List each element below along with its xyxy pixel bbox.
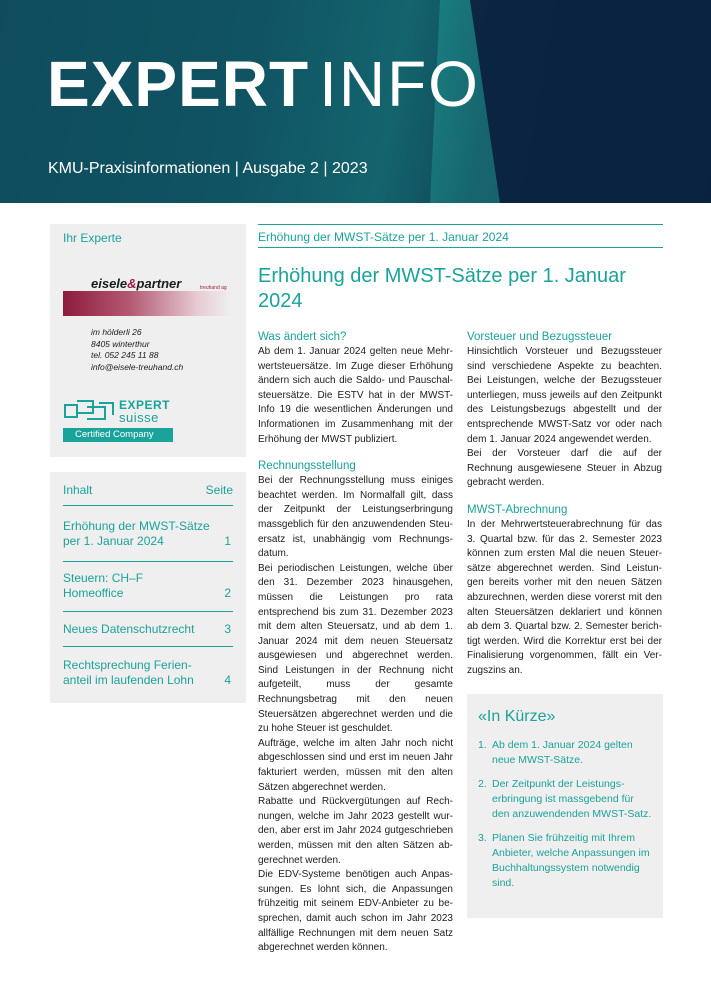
paragraph: Bei der Rechnungsstellung muss einiges beachtet werden. Im Normalfall gilt, dass der Zeitpunkt der Leistungserbringung massgeblich für den anzuwendenden Steuersatz ist, unabhängig vom Rechnungsdatum. <box>258 475 453 560</box>
article-column-2 <box>467 330 662 678</box>
toc-item[interactable] <box>63 658 233 688</box>
expert-panel <box>50 224 246 457</box>
masthead <box>0 0 711 203</box>
toc-item-page: 4 <box>224 673 231 687</box>
toc-item-title: Neues Datenschutzrecht <box>63 622 195 636</box>
paragraph: In der Mehrwertsteuerabrechnung für das 3. Quartal bzw. für das 2. Semester 2023 können zum ersten Mal die neuen Steuersätze abgerechnet werden. Sind Leistungen bereits vorher mit den neuen Sätzen abzurechnen, werden diese vorerst mit den alten Steuersätzen deklariert und können ab dem 3. Quartal bzw. 2. Semester berichtigt werden. Wird die Korrektur erst bei der Finalisierung vorgenommen, fällt ein Verzugszins an. <box>467 518 662 676</box>
brand-bold: EXPERT <box>47 48 310 120</box>
expertsuisse-word2: suisse <box>119 410 159 425</box>
section-heading: Vorsteuer und Bezugssteuer <box>467 331 613 343</box>
expert-label: Ihr Experte <box>63 231 122 245</box>
publication-title <box>47 48 480 120</box>
paragraph: Bei der Vorsteuer darf die auf der Rechnung ausgewiesene Steuer in Abzug gebracht werden. <box>467 448 662 489</box>
toc-item-page: 3 <box>224 622 231 636</box>
summary-item-text: Ab dem 1. Januar 2024 gelten neue MWST-Sätze. <box>492 739 633 766</box>
paragraph: Bei periodischen Leistungen, welche über den 31. Dezember 2023 hinausgehen, müssen die Leistungen pro rata entsprechend bis zum 31. Dezember 2023 mit dem alten Steuersatz, und ab dem 1. Januar 2024 mit dem neuen Steuersatz ausgewiesen und abgerechnet werden. Sind Leistungen in der Rechnung nicht aufgeteilt, muss der gesamte Rechnungsbetrag mit den neuen Steuersätzen abgerechnet werden und die zu hohe Steuer ist geschuldet. <box>258 562 453 735</box>
toc-item-page: 2 <box>224 586 231 600</box>
toc-item-page: 1 <box>224 534 231 548</box>
company-logo-bar <box>63 291 231 316</box>
toc-item-title: Steuern: CH–F Homeoffice <box>63 571 144 600</box>
address-street: im hölderli 26 <box>91 327 142 337</box>
table-of-contents <box>50 472 246 703</box>
toc-divider <box>63 561 233 562</box>
summary-item-number: 2. <box>478 778 487 790</box>
toc-item[interactable] <box>63 622 233 637</box>
paragraph: Hinsichtlich Vorsteuer und Bezugssteuer sind verschiedene Aspekte zu beachten. Bei Leistungen, welche der Bezugssteuer unterliegen, muss jeweils auf den Zeitpunkt des Leistungsbezugs abgestellt und der entsprechende MWST-Satz vor oder nach dem 1. Januar 2024 angewendet werden. <box>467 346 662 445</box>
toc-item-title: Rechtsprechung Ferienanteil im laufenden Lohn <box>63 658 194 687</box>
summary-item <box>478 831 653 891</box>
summary-box <box>467 694 663 918</box>
toc-divider <box>63 505 233 506</box>
section-heading: Rechnungsstellung <box>258 460 356 473</box>
summary-item <box>478 777 653 822</box>
paragraph: Aufträge, welche im alten Jahr noch nicht abgeschlossen sind und erst im neuen Jahr fakturiert werden, müssen mit den alten Sätzen abgerechnet werden. <box>258 737 453 793</box>
section-heading: Was ändert sich? <box>258 331 347 343</box>
summary-list <box>478 738 653 891</box>
paragraph: Rabatte und Rückvergütungen auf Rechnungen, welche im Jahr 2023 gestellt wurden, aber erst im Jahr 2024 gutgeschrieben werden, müssen mit den alten Sätzen abgerechnet werden. <box>258 796 453 866</box>
issue-subtitle: KMU-Praxisinformationen | Ausgabe 2 | 2023 <box>48 160 368 177</box>
expertsuisse-icon <box>63 397 115 423</box>
logo-partner: partner <box>136 276 182 291</box>
address-city: 8405 winterthur <box>91 338 150 349</box>
summary-title: «In Kürze» <box>478 708 556 725</box>
toc-item-title: Erhöhung der MWST-Sätze per 1. Januar 2024 <box>63 519 210 548</box>
article-headline: Erhöhung der MWST-Sätze per 1. Januar 2024 <box>258 265 626 312</box>
toc-divider <box>63 646 233 647</box>
toc-item[interactable] <box>63 571 233 601</box>
company-logo <box>91 276 181 291</box>
article-column-1 <box>258 330 453 956</box>
toc-item[interactable] <box>63 519 233 549</box>
section-heading: MWST-Abrechnung <box>467 503 568 516</box>
brand-light: INFO <box>319 48 480 120</box>
paragraph: Ab dem 1. Januar 2024 gelten neue Mehrwertsteuersätze. Im Zuge dieser Erhöhung ändern sich auch die Saldo- und Pauschalsteuersätze. Die ESTV hat in der MWST-Info 19 die wesentlichen Änderungen und Informationen im Zusammenhang mit der Erhöhung der MWST publiziert. <box>258 346 453 445</box>
expertsuisse-word1: EXPERT <box>119 398 171 412</box>
summary-item-text: Planen Sie frühzeitig mit Ihrem Anbieter, welche Anpassungen im Buchhaltungssystem notwendig sind. <box>492 832 650 889</box>
toc-page-heading: Seite <box>205 483 233 497</box>
summary-item <box>478 738 653 768</box>
company-address <box>91 327 183 373</box>
paragraph: Die EDV-Systeme benötigen auch Anpassungen. Es lohnt sich, die Anpassungen frühzeitig mit seinem EDV-Anbieter zu besprechen, damit auch schon im Jahr 2023 allfällige Rechnungen mit dem neuen Satz abgerechnet werden können. <box>258 869 453 954</box>
logo-amp: & <box>127 276 137 291</box>
logo-subtext: treuhand ag <box>200 285 227 291</box>
logo-name: eisele <box>91 276 128 291</box>
toc-header <box>63 483 233 497</box>
breadcrumb: Erhöhung der MWST-Sätze per 1. Januar 2024 <box>258 230 509 244</box>
summary-item-number: 3. <box>478 832 487 844</box>
address-email[interactable]: info@eisele-treuhand.ch <box>91 361 184 372</box>
breadcrumb-bottom-rule <box>258 247 663 248</box>
certified-badge: Certified Company <box>63 428 173 442</box>
address-phone: tel. 052 245 11 88 <box>91 350 159 360</box>
toc-heading: Inhalt <box>63 483 93 497</box>
summary-item-number: 1. <box>478 739 487 751</box>
toc-divider <box>63 611 233 612</box>
summary-item-text: Der Zeitpunkt der Leistungserbringung ist massgebend für den anzuwendenden MWST-Satz. <box>492 778 652 820</box>
breadcrumb-top-rule <box>258 224 663 225</box>
